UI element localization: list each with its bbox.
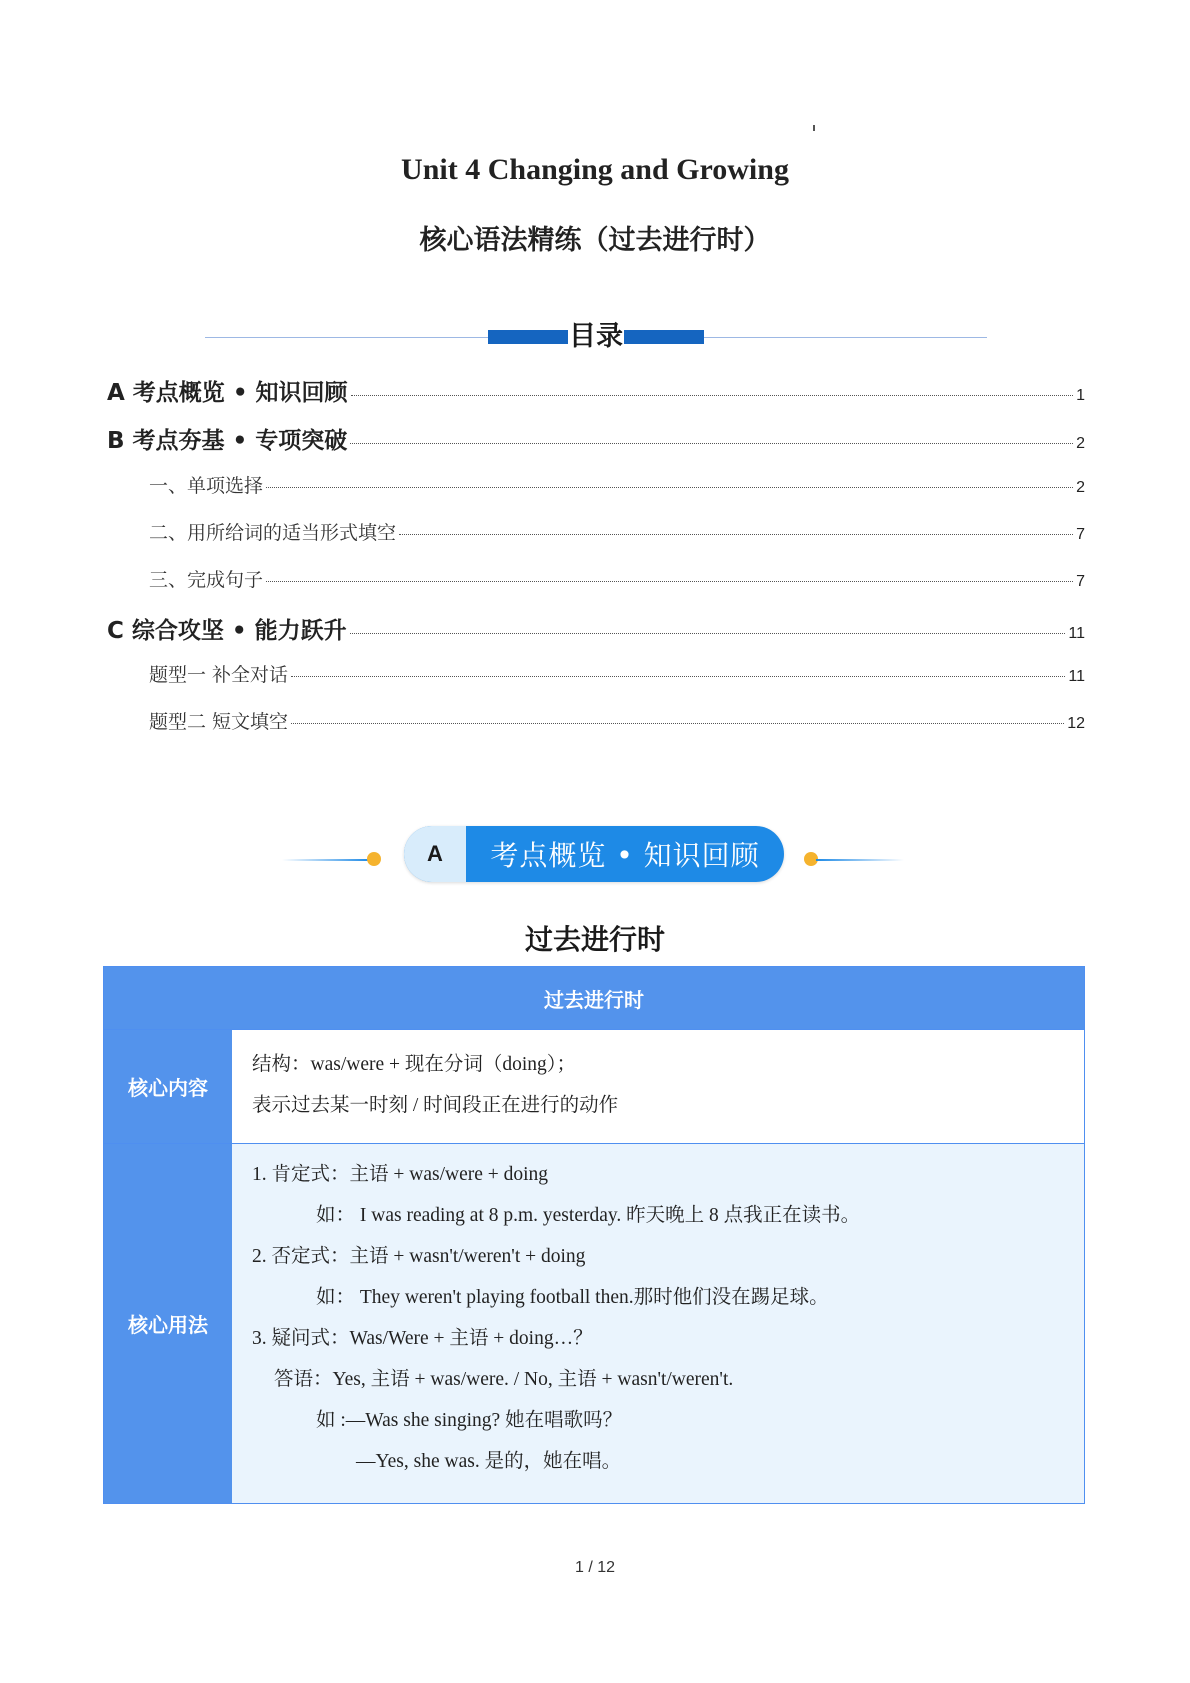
toc-leader-dots bbox=[350, 443, 1073, 444]
banner-line-left bbox=[282, 859, 370, 861]
toc-entry-page: 2 bbox=[1076, 435, 1085, 452]
toc-rule-left bbox=[205, 337, 488, 338]
usage-line: 2. 否定式：主语 + wasn't/weren't + doing bbox=[252, 1246, 586, 1267]
toc-entry-page: 11 bbox=[1068, 625, 1085, 642]
toc-entry-label: A 考点概览 • 知识回顾 bbox=[107, 380, 348, 406]
content-line: 结构：was/were + 现在分词（doing）； bbox=[252, 1054, 577, 1075]
toc-leader-dots bbox=[291, 723, 1064, 724]
toc-leader-dots bbox=[399, 534, 1073, 535]
toc-entry-label: C 综合攻坚 • 能力跃升 bbox=[107, 618, 347, 644]
toc-bar-right bbox=[624, 330, 704, 344]
row-label: 核心内容 bbox=[104, 1030, 232, 1143]
row-content bbox=[232, 1144, 1084, 1503]
toc-entry-c2[interactable] bbox=[149, 707, 1085, 734]
content-line: 表示过去某一时刻 / 时间段正在进行的动作 bbox=[252, 1095, 619, 1116]
grammar-table bbox=[103, 966, 1085, 1504]
mark-tick bbox=[813, 125, 815, 131]
toc-rule-right bbox=[704, 337, 987, 338]
toc-entry-page: 12 bbox=[1067, 715, 1085, 732]
toc-entry-page: 11 bbox=[1068, 668, 1085, 685]
document-title: Unit 4 Changing and Growing bbox=[401, 153, 789, 186]
table-row-core-content bbox=[104, 1029, 1084, 1143]
toc-entry-c1[interactable] bbox=[149, 660, 1085, 687]
page-number: 1 / 12 bbox=[574, 1559, 616, 1576]
toc-entry-page: 1 bbox=[1076, 387, 1085, 404]
toc-entry-page: 7 bbox=[1076, 526, 1085, 543]
toc-entry-page: 2 bbox=[1076, 479, 1085, 496]
toc-entry-label: 题型一 补全对话 bbox=[149, 664, 289, 686]
toc-entry-b2[interactable] bbox=[149, 518, 1085, 545]
toc-leader-dots bbox=[351, 395, 1074, 396]
section-heading: 过去进行时 bbox=[524, 923, 665, 956]
section-a-banner bbox=[404, 826, 784, 882]
section-banner-text: 考点概览 • 知识回顾 bbox=[490, 839, 760, 872]
example-line: 如 :—Was she singing? 她在唱歌吗？ bbox=[316, 1410, 623, 1431]
example-line: 如： They weren't playing football then.那时他们没在踢足球。 bbox=[316, 1287, 829, 1308]
table-row-core-usage bbox=[104, 1143, 1084, 1503]
toc-entry-label: 题型二 短文填空 bbox=[149, 711, 289, 733]
row-label: 核心用法 bbox=[104, 1144, 232, 1503]
toc-leader-dots bbox=[291, 676, 1065, 677]
toc-leader-dots bbox=[266, 487, 1073, 488]
toc-leader-dots bbox=[350, 633, 1066, 634]
usage-line: 3. 疑问式：Was/Were + 主语 + doing…？ bbox=[252, 1328, 593, 1349]
row-content bbox=[232, 1030, 1084, 1143]
toc-entry-label: 一、单项选择 bbox=[149, 475, 264, 497]
toc-bar-left bbox=[488, 330, 568, 344]
toc-heading: 目录 bbox=[569, 321, 623, 352]
toc-entry-c[interactable] bbox=[107, 612, 1085, 645]
table-header: 过去进行时 bbox=[104, 967, 1084, 1029]
toc-entry-label: B 考点夯基 • 专项突破 bbox=[107, 428, 348, 454]
toc-entry-b[interactable] bbox=[107, 422, 1085, 455]
usage-line: 1. 肯定式：主语 + was/were + doing bbox=[252, 1164, 549, 1185]
toc-entry-page: 7 bbox=[1076, 573, 1085, 590]
toc-entry-a[interactable] bbox=[107, 374, 1085, 407]
banner-line-right bbox=[816, 859, 904, 861]
section-letter: A bbox=[404, 826, 466, 882]
example-line: 如： I was reading at 8 p.m. yesterday. 昨天晚上 8 点我正在读书。 bbox=[316, 1205, 861, 1226]
document-subtitle: 核心语法精练（过去进行时） bbox=[419, 225, 771, 256]
banner-dot-left bbox=[367, 852, 381, 866]
toc-entry-b3[interactable] bbox=[149, 565, 1085, 592]
toc-entry-b1[interactable] bbox=[149, 471, 1085, 498]
toc-leader-dots bbox=[266, 581, 1073, 582]
answer-line: 答语：Yes, 主语 + was/were. / No, 主语 + wasn't/weren't. bbox=[274, 1369, 734, 1390]
example-line: —Yes, she was. 是的，她在唱。 bbox=[356, 1451, 622, 1472]
toc-entry-label: 二、用所给词的适当形式填空 bbox=[149, 522, 397, 544]
toc-entry-label: 三、完成句子 bbox=[149, 569, 264, 591]
